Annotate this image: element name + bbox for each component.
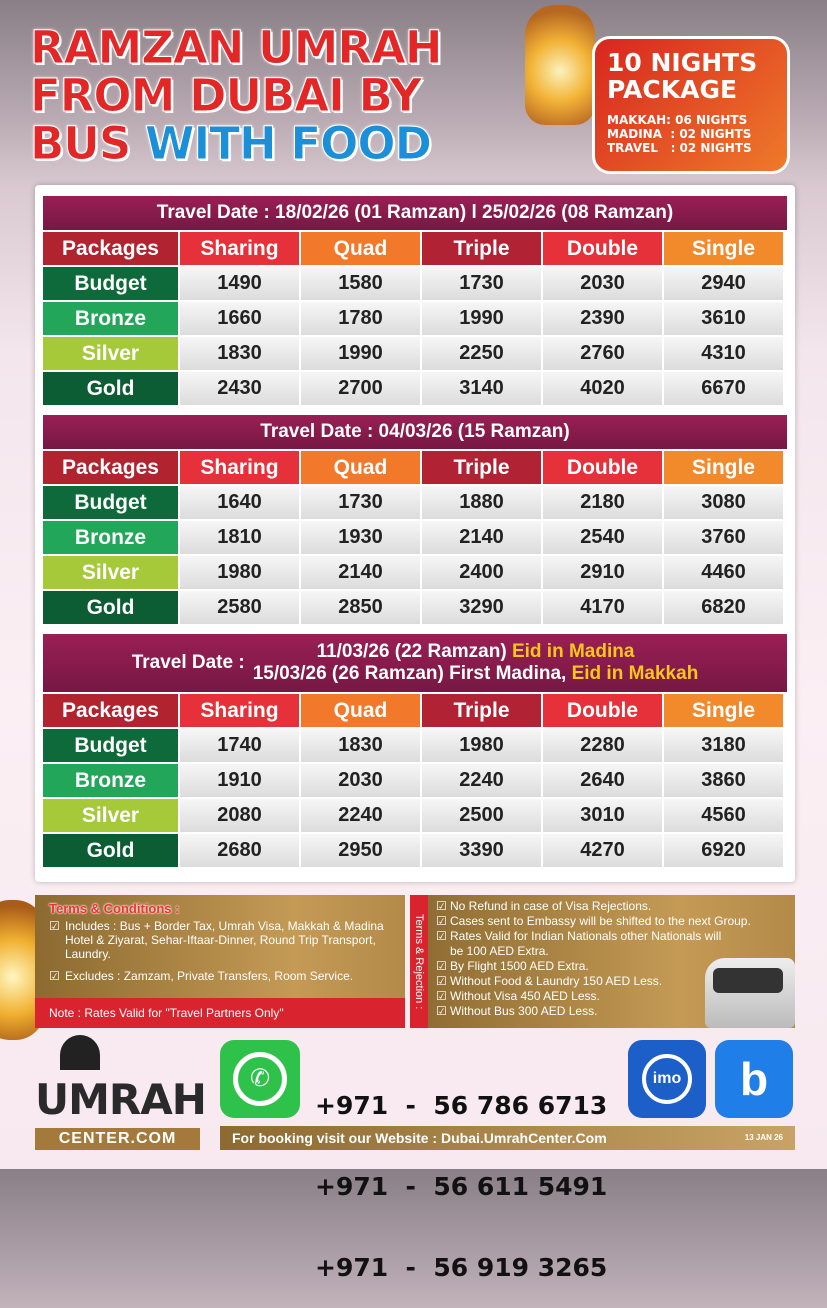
column-header: Quad xyxy=(301,694,420,727)
rejection-item xyxy=(436,914,789,929)
table-row xyxy=(43,556,787,589)
price-table xyxy=(43,634,787,867)
title-line: RAMZAN UMRAH xyxy=(30,21,442,74)
price-cell: 4270 xyxy=(543,834,662,867)
logo-sub: CENTER.COM xyxy=(35,1128,200,1150)
price-cell: 1990 xyxy=(301,337,420,370)
price-cell: 2760 xyxy=(543,337,662,370)
title-red: BUS xyxy=(30,117,145,170)
column-header: Single xyxy=(664,694,783,727)
checkbox-icon: ☑ xyxy=(436,959,447,973)
price-cell: 6670 xyxy=(664,372,783,405)
title-line: FROM DUBAI BY xyxy=(30,69,421,122)
date-text: 11/03/26 (22 Ramzan) xyxy=(316,641,512,662)
imo-icon[interactable] xyxy=(628,1040,706,1118)
price-cell: 3760 xyxy=(664,521,783,554)
terms-title: Terms & Conditions : xyxy=(49,901,180,916)
price-cell: 3010 xyxy=(543,799,662,832)
price-cell: 2940 xyxy=(664,267,783,300)
price-cell: 2430 xyxy=(180,372,299,405)
price-cell: 3140 xyxy=(422,372,541,405)
price-cell: 2390 xyxy=(543,302,662,335)
phone-numbers xyxy=(315,1038,607,1308)
price-cell: 1830 xyxy=(180,337,299,370)
table-row xyxy=(43,521,787,554)
poster-title xyxy=(30,21,442,170)
price-cell: 1810 xyxy=(180,521,299,554)
package-badge xyxy=(592,36,790,174)
price-cell: 1980 xyxy=(180,556,299,589)
price-cell: 2250 xyxy=(422,337,541,370)
checkbox-icon: ☑ xyxy=(436,914,447,928)
table-row xyxy=(43,729,787,762)
price-cell: 1930 xyxy=(301,521,420,554)
price-board xyxy=(35,185,795,882)
rejection-text: Without Visa 450 AED Less. xyxy=(450,989,600,1003)
column-header-row xyxy=(43,232,787,265)
logo-word: UMRAH xyxy=(35,1075,206,1124)
package-label: Gold xyxy=(43,591,178,624)
price-cell: 2080 xyxy=(180,799,299,832)
price-table xyxy=(43,415,787,624)
column-header: Triple xyxy=(422,451,541,484)
price-cell: 2700 xyxy=(301,372,420,405)
price-cell: 1990 xyxy=(422,302,541,335)
price-cell: 1660 xyxy=(180,302,299,335)
website-link[interactable]: For booking visit our Website : Dubai.UmrahCenter.Com xyxy=(232,1130,607,1146)
package-label: Budget xyxy=(43,486,178,519)
price-cell: 2140 xyxy=(422,521,541,554)
umrah-center-logo xyxy=(35,1035,206,1150)
checkbox-icon: ☑ xyxy=(436,929,447,943)
price-cell: 6820 xyxy=(664,591,783,624)
price-cell: 1910 xyxy=(180,764,299,797)
travel-date-label: Travel Date : xyxy=(131,652,245,673)
badge-details: MAKKAH: 06 NIGHTS MADINA : 02 NIGHTS TRAVEL : 02 NIGHTS xyxy=(607,113,752,155)
column-header: Single xyxy=(664,232,783,265)
price-cell: 3390 xyxy=(422,834,541,867)
botim-label: b xyxy=(739,1053,769,1105)
price-cell: 3610 xyxy=(664,302,783,335)
table-row xyxy=(43,591,787,624)
badge-package: PACKAGE xyxy=(607,75,738,104)
column-header: Single xyxy=(664,451,783,484)
package-label: Bronze xyxy=(43,302,178,335)
rejection-item xyxy=(436,989,789,1004)
package-label: Bronze xyxy=(43,521,178,554)
price-cell: 1780 xyxy=(301,302,420,335)
price-cell: 2240 xyxy=(422,764,541,797)
rejection-text: Rates Valid for Indian Nationals other Nationals will be 100 AED Extra. xyxy=(450,929,722,958)
price-cell: 1640 xyxy=(180,486,299,519)
price-cell: 2580 xyxy=(180,591,299,624)
checkbox-icon: ☑ xyxy=(436,899,447,913)
package-label: Gold xyxy=(43,372,178,405)
price-cell: 2680 xyxy=(180,834,299,867)
badge-nights: 10 NIGHTS xyxy=(607,48,758,77)
column-header: Quad xyxy=(301,451,420,484)
package-label: Budget xyxy=(43,267,178,300)
date-stamp: 13 JAN 26 xyxy=(744,1133,783,1142)
price-cell: 2400 xyxy=(422,556,541,589)
table-row xyxy=(43,337,787,370)
website-bar xyxy=(220,1126,795,1150)
rejection-item xyxy=(436,1004,789,1019)
price-cell: 3860 xyxy=(664,764,783,797)
package-label: Silver xyxy=(43,799,178,832)
title-line xyxy=(30,117,442,170)
travel-date-line xyxy=(253,663,699,685)
column-header: Packages xyxy=(43,694,178,727)
terms-text: Includes : Bus + Border Tax, Umrah Visa, Makkah & Madina Hotel & Ziyarat, Sehar-Iftaar-Dinner, Round Trip Transport, Laundry. xyxy=(65,919,384,961)
table-row xyxy=(43,372,787,405)
price-cell: 1880 xyxy=(422,486,541,519)
rejection-item xyxy=(436,959,789,974)
table-row xyxy=(43,834,787,867)
column-header: Double xyxy=(543,232,662,265)
checkbox-icon: ☑ xyxy=(436,989,447,1003)
price-cell: 4310 xyxy=(664,337,783,370)
column-header: Packages xyxy=(43,451,178,484)
price-cell: 2500 xyxy=(422,799,541,832)
rejection-item xyxy=(436,899,789,914)
price-table xyxy=(43,196,787,405)
price-cell: 2240 xyxy=(301,799,420,832)
imo-label: imo xyxy=(642,1054,692,1104)
column-header: Sharing xyxy=(180,694,299,727)
rejection-item xyxy=(436,974,789,989)
price-cell: 1740 xyxy=(180,729,299,762)
title-blue: WITH FOOD xyxy=(144,117,431,170)
rejection-text: No Refund in case of Visa Rejections. xyxy=(450,899,652,913)
package-label: Budget xyxy=(43,729,178,762)
price-cell: 2850 xyxy=(301,591,420,624)
price-cell: 2030 xyxy=(543,267,662,300)
checkbox-icon: ☑ xyxy=(49,969,60,983)
column-header-row xyxy=(43,694,787,727)
travel-date-header: Travel Date : 18/02/26 (01 Ramzan) l 25/02/26 (08 Ramzan) xyxy=(43,196,787,230)
terms-item xyxy=(49,919,391,961)
checkbox-icon: ☑ xyxy=(436,974,447,988)
rejection-text: By Flight 1500 AED Extra. xyxy=(450,959,589,973)
package-label: Silver xyxy=(43,556,178,589)
column-header: Triple xyxy=(422,694,541,727)
price-cell: 2640 xyxy=(543,764,662,797)
column-header: Packages xyxy=(43,232,178,265)
botim-icon[interactable] xyxy=(715,1040,793,1118)
package-label: Silver xyxy=(43,337,178,370)
phone-number[interactable]: +971 - 56 611 5491 xyxy=(315,1172,608,1201)
price-cell: 2950 xyxy=(301,834,420,867)
price-cell: 2910 xyxy=(543,556,662,589)
table-row xyxy=(43,764,787,797)
phone-number[interactable]: +971 - 56 786 6713 xyxy=(315,1091,608,1120)
rejection-text: Without Food & Laundry 150 AED Less. xyxy=(450,974,663,988)
table-row xyxy=(43,302,787,335)
date-text: 15/03/26 (26 Ramzan) First Madina, xyxy=(252,663,572,684)
price-cell: 1730 xyxy=(422,267,541,300)
package-label: Bronze xyxy=(43,764,178,797)
checkbox-icon: ☑ xyxy=(49,919,60,933)
column-header: Sharing xyxy=(180,232,299,265)
price-cell: 3290 xyxy=(422,591,541,624)
terms-conditions xyxy=(35,895,405,1028)
package-label: Gold xyxy=(43,834,178,867)
price-cell: 3080 xyxy=(664,486,783,519)
price-cell: 2030 xyxy=(301,764,420,797)
column-header: Triple xyxy=(422,232,541,265)
terms-item xyxy=(49,969,391,983)
terms-rejection xyxy=(410,895,795,1028)
rejection-item xyxy=(436,929,789,959)
price-cell: 4560 xyxy=(664,799,783,832)
travel-date-header xyxy=(43,634,787,692)
table-row xyxy=(43,486,787,519)
price-cell: 1580 xyxy=(301,267,420,300)
column-header: Double xyxy=(543,451,662,484)
column-header-row xyxy=(43,451,787,484)
phone-number[interactable]: +971 - 56 919 3265 xyxy=(315,1253,608,1282)
travel-date-header: Travel Date : 04/03/26 (15 Ramzan) xyxy=(43,415,787,449)
price-cell: 2180 xyxy=(543,486,662,519)
price-cell: 1830 xyxy=(301,729,420,762)
whatsapp-icon[interactable]: ✆ xyxy=(220,1040,300,1118)
eid-highlight: Eid in Makkah xyxy=(571,663,699,684)
column-header: Quad xyxy=(301,232,420,265)
travel-date-line xyxy=(253,641,699,663)
table-row xyxy=(43,799,787,832)
rejection-text: Cases sent to Embassy will be shifted to the next Group. xyxy=(450,914,751,928)
table-row xyxy=(43,267,787,300)
price-cell: 1730 xyxy=(301,486,420,519)
price-cell: 1980 xyxy=(422,729,541,762)
terms-text: Excludes : Zamzam, Private Transfers, Room Service. xyxy=(65,969,354,983)
column-header: Double xyxy=(543,694,662,727)
rejection-text: Without Bus 300 AED Less. xyxy=(450,1004,598,1018)
price-cell: 2280 xyxy=(543,729,662,762)
price-cell: 3180 xyxy=(664,729,783,762)
rejection-title: Terms & Rejection : xyxy=(410,895,428,1028)
price-cell: 2540 xyxy=(543,521,662,554)
price-cell: 6920 xyxy=(664,834,783,867)
price-cell: 4460 xyxy=(664,556,783,589)
checkbox-icon: ☑ xyxy=(436,1004,447,1018)
price-cell: 4020 xyxy=(543,372,662,405)
column-header: Sharing xyxy=(180,451,299,484)
mosque-icon xyxy=(60,1035,100,1070)
lantern-decoration xyxy=(525,5,595,125)
travel-date-lines xyxy=(253,641,699,685)
eid-highlight: Eid in Madina xyxy=(511,641,635,662)
price-cell: 1490 xyxy=(180,267,299,300)
note-bar: Note : Rates Valid for "Travel Partners Only" xyxy=(35,998,405,1028)
price-cell: 4170 xyxy=(543,591,662,624)
price-cell: 2140 xyxy=(301,556,420,589)
